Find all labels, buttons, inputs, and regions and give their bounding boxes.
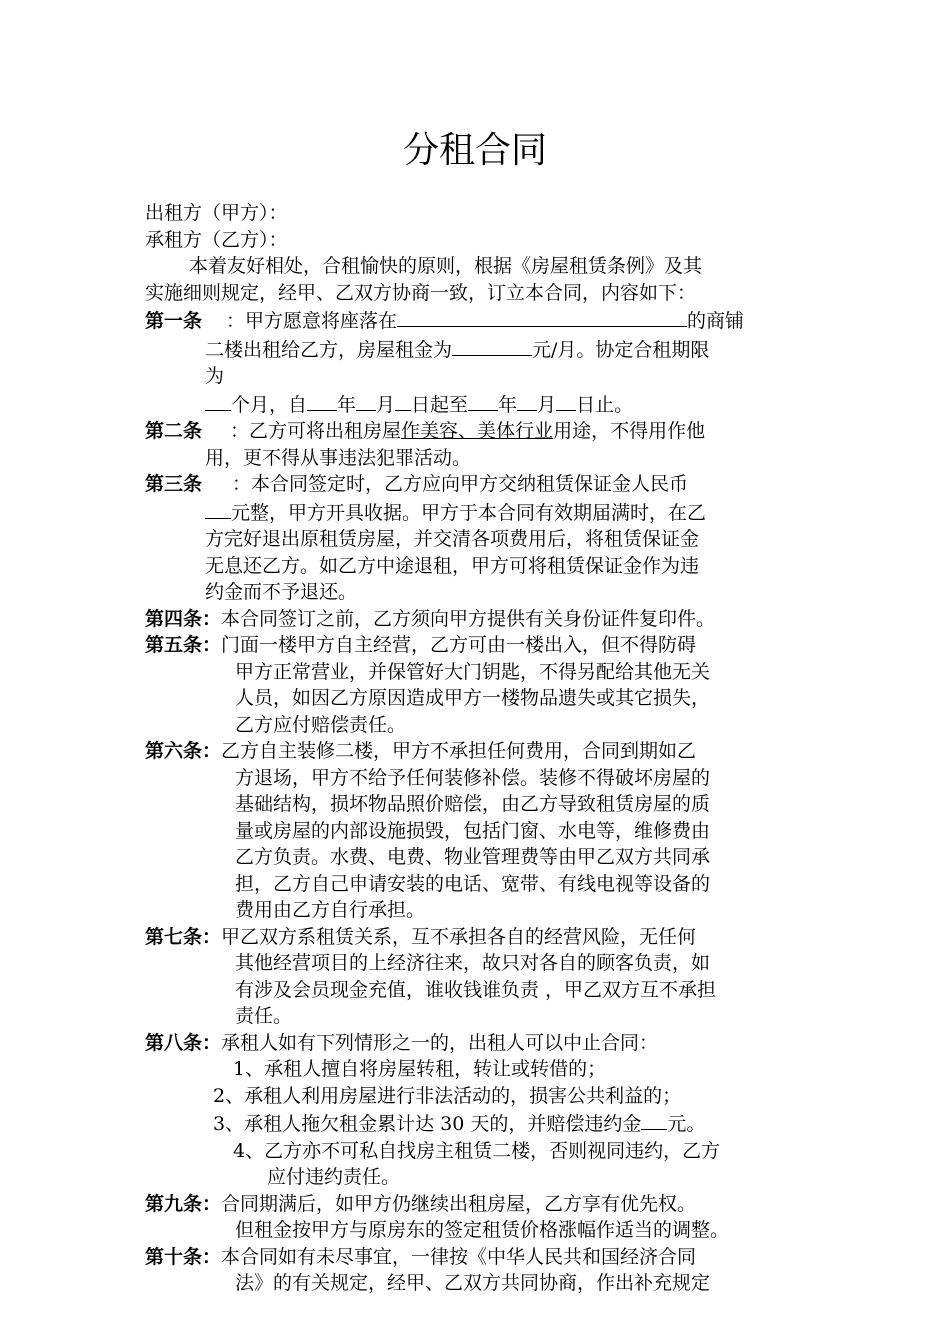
article-1-cont: 个月，自 年 月 日起至 年 月 日止。 — [145, 390, 815, 419]
lessee-line: 承租方（乙方）： — [145, 228, 288, 251]
article-8-item: 4、乙方亦不可私自找房主租赁二楼，否则视同违约，乙方 — [233, 1139, 721, 1162]
article-6-cont: 基础结构，损坏物品照价赔偿，由乙方导致租赁房屋的质 — [235, 793, 711, 815]
article-9-cont: 但租金按甲方与原房东的签定租赁价格涨幅作适当的调整。 — [235, 1219, 730, 1241]
article-6-cont: 费用由乙方自行承担。 — [235, 899, 426, 921]
article-3-cont: 无息还乙方。如乙方中途退租，甲方可将租赁保证金作为违 — [205, 554, 700, 577]
article-7-cont: 有涉及会员现金充值，谁收钱谁负责 ，甲乙双方互不承担 — [235, 978, 717, 1001]
blank-field — [397, 306, 687, 327]
article-3-cont: 约金而不予退还。 — [205, 581, 358, 603]
blank-field — [468, 390, 498, 411]
article-7-cont: 责任。 — [235, 1005, 293, 1027]
article-8: 第八条：承租人如有下列情形之一的，出租人可以中止合同： — [145, 1031, 659, 1054]
article-label: 第七条： — [145, 925, 222, 948]
article-10-cont: 法》的有关规定，经甲、乙双方共同协商，作出补充规定 — [235, 1272, 711, 1294]
article-7: 第七条：甲乙双方系租赁关系，互不承担各自的经营风险，无任何 — [145, 925, 697, 948]
article-2-cont: 用，更不得从事违法犯罪活动。 — [205, 446, 472, 469]
article-label: 第三条 — [145, 473, 203, 495]
article-1: 第一条 ：甲方愿意将座落在 的商铺 — [145, 306, 815, 335]
article-10: 第十条：本合同如有未尽事宜，一律按《中华人民共和国经济合同 — [145, 1245, 697, 1268]
intro-line: 本着友好相处，合租愉快的原则，根据《房屋租赁条例》及其 — [189, 255, 703, 277]
article-5-cont: 甲方正常营业，并保管好大门钥匙，不得另配给其他无关 — [235, 660, 711, 683]
article-6: 第六条：乙方自主装修二楼，甲方不承担任何费用，合同到期如乙 — [145, 740, 697, 762]
article-3: 第三条 ：本合同签定时，乙方应向甲方交纳租赁保证金人民币 — [145, 473, 689, 495]
contract-body — [145, 200, 815, 1297]
article-3-cont: 元整，甲方开具收据。甲方于本合同有效期届满时，在乙 — [145, 498, 815, 527]
lessor-line: 出租方（甲方）： — [145, 202, 288, 224]
article-label: 第一条 — [145, 310, 203, 332]
article-8-item: 3、承租人拖欠租金累计达 30 天的，并赔偿违约金 元。 — [145, 1109, 815, 1138]
article-8-item: 应付违约责任。 — [267, 1166, 401, 1188]
article-1-cont: 为 — [205, 365, 225, 387]
article-label: 第五条： — [145, 634, 222, 656]
blank-field — [395, 390, 411, 411]
article-9: 第九条：合同期满后，如甲方仍继续出租房屋，乙方享有优先权。 — [145, 1192, 697, 1215]
article-6-cont: 担，乙方自己申请安装的电话、宽带、有线电视等设备的 — [235, 872, 711, 895]
blank-field — [205, 390, 231, 411]
blank-field — [641, 1109, 667, 1130]
article-4: 第四条：本合同签订之前，乙方须向甲方提供有关身份证件复印件。 — [145, 607, 716, 630]
article-label: 第十条： — [145, 1245, 222, 1268]
blank-field — [517, 390, 537, 411]
article-6-cont: 乙方负责。水费、电费、物业管理费等由甲乙双方共同承 — [235, 846, 711, 868]
article-8-item: 1、承租人擅自将房屋转租，转让或转借的； — [233, 1058, 607, 1080]
article-label: 第六条： — [145, 740, 222, 762]
article-6-cont: 量或房屋的内部设施损毁，包括门窗、水电等，维修费由 — [235, 819, 711, 842]
article-5-cont: 乙方应付赔偿责任。 — [235, 713, 407, 736]
blank-field — [205, 498, 231, 519]
article-label: 第八条： — [145, 1031, 222, 1054]
article-7-cont: 其他经营项目的上经济往来，故只对各自的顾客负责，如 — [235, 952, 711, 974]
blank-field — [556, 390, 576, 411]
article-5-cont: 人员，如因乙方原因造成甲方一楼物品遗失或其它损失， — [235, 687, 711, 709]
page-title: 分租合同 — [402, 130, 547, 171]
article-label: 第九条： — [145, 1192, 222, 1215]
article-1-cont: 二楼出租给乙方，房屋租金为 元/月。协定合租期限 — [145, 335, 815, 364]
intro-line: 实施细则规定，经甲、乙双方协商一致，订立本合同，内容如下： — [145, 281, 697, 304]
article-5: 第五条：门面一楼甲方自主经营，乙方可由一楼出入，但不得防碍 — [145, 634, 697, 656]
underlined-use: 作美容、美体行业 — [401, 420, 554, 442]
article-8-item: 2、承租人利用房屋进行非法活动的，损害公共利益的； — [213, 1084, 682, 1107]
blank-field — [452, 335, 532, 356]
article-label: 第四条： — [145, 607, 222, 630]
article-label: 第二条 — [145, 420, 203, 442]
blank-field — [307, 390, 337, 411]
article-6-cont: 方退场，甲方不给予任何装修补偿。装修不得破坏房屋的 — [235, 766, 711, 789]
blank-field — [356, 390, 376, 411]
article-3-cont: 方完好退出原租赁房屋，并交清各项费用后，将租赁保证金 — [205, 528, 700, 550]
article-2: 第二条 ：乙方可将出租房屋作美容、美体行业用途，不得用作他 — [145, 420, 706, 442]
